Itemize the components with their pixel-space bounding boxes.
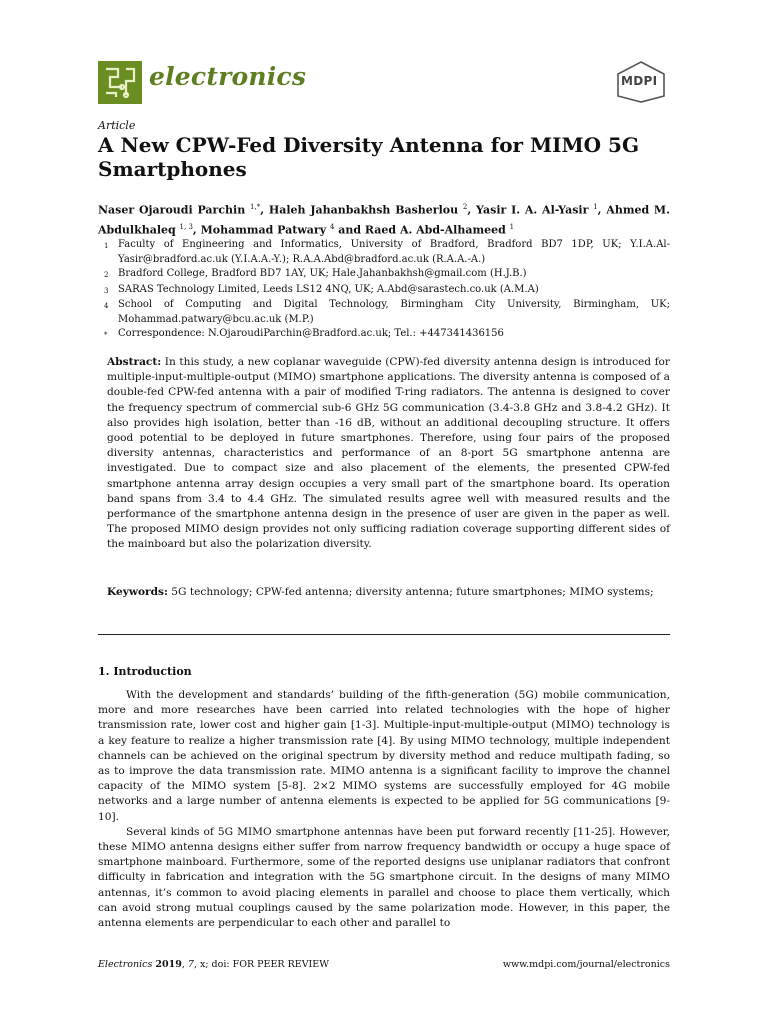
footer-journal: Electronics — [98, 959, 153, 970]
author-affiliation-marker: 2 — [462, 203, 468, 211]
keywords-text: 5G technology; CPW-fed antenna; diversity antenna; future smartphones; MIMO systems; — [171, 586, 654, 598]
publisher-name: MDPI — [621, 74, 658, 88]
author-name: Haleh Jahanbakhsh Basherlou — [268, 203, 463, 217]
affiliation-number: 1 — [104, 242, 109, 250]
abstract-text: In this study, a new coplanar waveguide (CPW)-fed diversity antenna design is introduced for multiple-input-multiple-output (MIMO) smartphone applications. The diversity antenna is composed of a double-fed CPW-fed antenna with a pair of modified T-ring radiators. The antenna is designed to cover the frequency spectrum of commercial sub-6 GHz 5G communication (3.4-3.8 GHz and 3.8-4.2 GHz). It also provides high isolation, better than -16 dB, without an additional decoupling structure. It offers good potential to be deployed in future smartphones. Therefore, using four pairs of the proposed diversity antennas, characteristics and performance of an 8-port 5G smartphone antenna are investigated. Due to compact size and also placement of the elements, the presented CPW-fed smartphone antenna array design occupies a very small part of the smartphone board. Its operation band spans from 3.4 to 4.4 GHz. The simulated results agree well with measured results and the performance of the smartphone antenna design in the presence of user are given in the paper as well. The proposed MIMO design provides not only sufficing radiation coverage supporting different sides of the mainboard but also the polarization diversity. — [107, 356, 670, 551]
author-name: Yasir I. A. Al-Yasir — [476, 203, 594, 217]
affiliation-number: 3 — [104, 286, 109, 295]
affiliation-item — [104, 238, 670, 267]
affiliation-text: SARAS Technology Limited, Leeds LS12 4NQ, UK; A.Abd@sarastech.co.uk (A.M.A) — [118, 283, 539, 295]
affiliation-number: * — [104, 331, 108, 339]
affiliation-item — [104, 283, 670, 299]
affiliation-text: Faculty of Engineering and Informatics, University of Bradford, Bradford BD7 1DP, UK; Y.I.A.Al-Yasir@bradford.ac.uk (Y.I.A.A.-Y.); R.A.A.Abd@bradford.ac.uk (R.A.A.-A.) — [118, 239, 670, 265]
footer-url[interactable]: www.mdpi.com/journal/electronics — [502, 959, 670, 970]
journal-logo-icon — [98, 61, 142, 104]
keywords-label: Keywords: — [107, 586, 168, 598]
affiliation-list — [104, 238, 670, 343]
author-name: Raed A. Abd-Alhameed — [364, 223, 510, 237]
affiliation-text: Correspondence: N.OjaroudiParchin@Bradford.ac.uk; Tel.: +447341436156 — [118, 328, 504, 339]
author-affiliation-marker: 1 — [509, 222, 515, 231]
footer-citation: Electronics 2019, 7, x; doi: FOR PEER REVIEW — [98, 959, 330, 970]
mdpi-logo — [612, 60, 670, 104]
affiliation-item — [104, 267, 670, 283]
author-affiliation-marker: 4 — [329, 222, 335, 231]
keywords — [107, 585, 670, 600]
article-type: Article — [98, 119, 136, 132]
footer-rest: , x; doi: FOR PEER REVIEW — [193, 959, 330, 970]
footer-volume: 7 — [187, 959, 194, 970]
paper-title: A New CPW-Fed Diversity Antenna for MIMO 5G Smartphones — [98, 133, 640, 181]
section-body — [98, 688, 670, 931]
author-affiliation-marker: 1,* — [250, 203, 261, 211]
abstract — [107, 355, 670, 553]
affiliation-number: 2 — [104, 271, 109, 279]
affiliation-text: Bradford College, Bradford BD7 1AY, UK; Hale.Jahanbakhsh@gmail.com (H.J.B.) — [118, 268, 527, 279]
author-name: Naser Ojaroudi Parchin — [98, 203, 251, 217]
author-list: Naser Ojaroudi Parchin $^{1,*}$, Haleh Jahanbakhsh Basherlou $^2$, Yasir I. A. Al-Yasir $^1$, Ahmed M. Abdulkhaleq $^{1, 3}$, Mohammad Patwary $^4$ and Raed A. Abd-Alhameed $^1$ — [98, 203, 670, 237]
author-name: Mohammad Patwary — [200, 223, 330, 237]
body-paragraph: With the development and standards’ building of the fifth-generation (5G) mobile communication, more and more researches have been carried into related technologies with the hope of higher transmission rate, lower cost and higher gain [1-3]. Multiple-input-multiple-output (MIMO) technology is a key feature to realize a higher transmission rate [4]. By using MIMO technology, multiple independent channels can be achieved on the original spectrum by diversity method and reduce multipath fading, so as to improve the data transmission rate. MIMO antenna is a significant facility to improve the channel capacity of the MIMO system [5-8]. 2×2 MIMO systems are successfully employed for 4G mobile networks and a large number of antenna elements is expected to be applied for 5G communications [9-10]. — [98, 689, 670, 823]
section-heading: 1. Introduction — [98, 665, 192, 678]
footer-year: 2019 — [155, 959, 182, 970]
body-paragraph: Several kinds of 5G MIMO smartphone antennas have been put forward recently [11-25]. However, these MIMO antenna designs either suffer from narrow frequency bandwidth or occupy a huge space of smartphone mainboard. Furthermore, some of the reported designs use uniplanar radiators that confront difficulty in fabrication and integration with the 5G smartphone circuit. In the designs of many MIMO antennas, it’s common to avoid placing elements in parallel and choose to place them vertically, which can avoid strong mutual couplings caused by the same polarization mode. However, in this paper, the antenna elements are perpendicular to each other and parallel to — [98, 825, 670, 930]
divider — [98, 634, 670, 635]
author-affiliation-marker: 1, 3 — [179, 222, 193, 231]
affiliation-item — [104, 298, 670, 327]
journal-name: electronics — [149, 62, 307, 91]
affiliation-item — [104, 327, 670, 343]
abstract-label: Abstract: — [107, 356, 162, 368]
author-name: Ahmed M. Abdulkhaleq — [98, 203, 670, 237]
affiliation-text: School of Computing and Digital Technology, Birmingham City University, Birmingham, UK; Mohammad.patwary@bcu.ac.uk (M.P.) — [118, 299, 670, 325]
author-affiliation-marker: 1 — [593, 203, 598, 211]
affiliation-number: 4 — [104, 302, 109, 310]
